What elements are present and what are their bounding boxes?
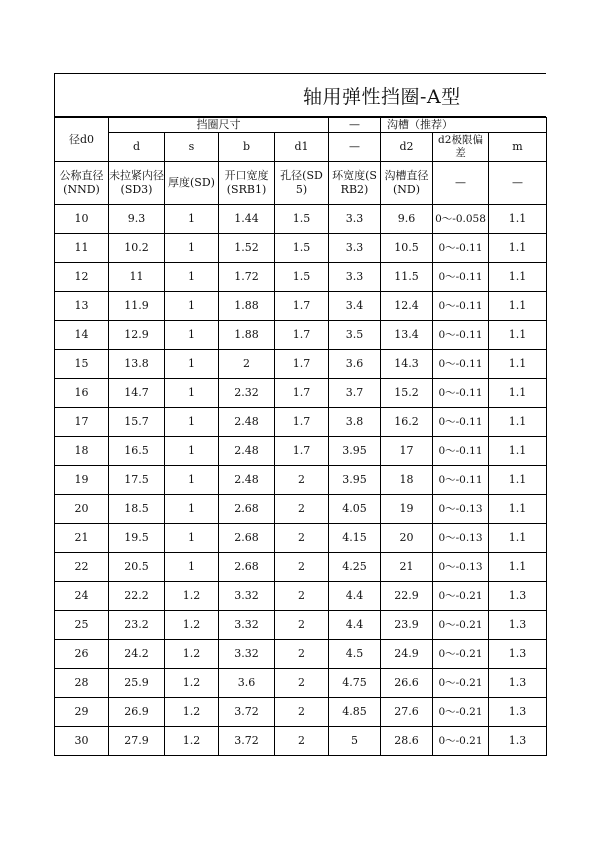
table-cell: 0～-0.21: [433, 698, 489, 727]
table-cell: 2: [275, 524, 329, 553]
table-cell: 9.6: [381, 205, 433, 234]
table-row: [55, 263, 547, 292]
page-title: 轴用弹性挡圈-A型: [303, 86, 461, 108]
table-cell: 22.2: [109, 582, 165, 611]
table-cell: 10.2: [109, 234, 165, 263]
table-cell: 0～-0.21: [433, 727, 489, 756]
table-row: [55, 553, 547, 582]
table-row: [55, 292, 547, 321]
table-cell: 3.3: [329, 263, 381, 292]
table-cell: 3.32: [219, 611, 275, 640]
table-cell: 2.48: [219, 466, 275, 495]
table-cell: 0～-0.21: [433, 582, 489, 611]
name-header: 厚度(SD): [165, 162, 219, 205]
table-cell: 5: [329, 727, 381, 756]
table-cell: 0～-0.11: [433, 292, 489, 321]
table-cell: 10.5: [381, 234, 433, 263]
symbol-header: s: [165, 133, 219, 162]
table-cell: 1: [165, 292, 219, 321]
symbol-header: d1: [275, 133, 329, 162]
table-cell: 2: [275, 640, 329, 669]
group-groove: 沟槽（推荐）: [381, 118, 547, 133]
symbol-header: d: [109, 133, 165, 162]
table-cell: 15: [55, 350, 109, 379]
table-cell: 30: [55, 727, 109, 756]
symbol-header: d2极限偏差: [433, 133, 489, 162]
table-cell: 2.68: [219, 553, 275, 582]
table-cell: 14.3: [381, 350, 433, 379]
table-cell: 0～-0.11: [433, 408, 489, 437]
name-header: 未拉紧内径(SD3): [109, 162, 165, 205]
table-cell: 28: [55, 669, 109, 698]
table-cell: 1: [165, 379, 219, 408]
table-cell: 1: [165, 553, 219, 582]
table-cell: 1.1: [489, 350, 547, 379]
symbol-header: b: [219, 133, 275, 162]
table-cell: 1: [165, 205, 219, 234]
table-cell: 15.7: [109, 408, 165, 437]
spreadsheet: [54, 73, 546, 756]
name-header: 环宽度(SRB2): [329, 162, 381, 205]
table-cell: 1.1: [489, 553, 547, 582]
table-cell: 1.1: [489, 466, 547, 495]
table-cell: 13: [55, 292, 109, 321]
table-cell: 1.3: [489, 582, 547, 611]
table-cell: 2: [219, 350, 275, 379]
table-cell: 25.9: [109, 669, 165, 698]
table-cell: 1.1: [489, 234, 547, 263]
table-row: [55, 640, 547, 669]
table-cell: 3.7: [329, 379, 381, 408]
table-row: [55, 669, 547, 698]
table-cell: 0～-0.21: [433, 611, 489, 640]
table-cell: 1: [165, 495, 219, 524]
table-cell: 28.6: [381, 727, 433, 756]
table-cell: 3.4: [329, 292, 381, 321]
table-cell: 11.5: [381, 263, 433, 292]
table-row: [55, 495, 547, 524]
name-header: 孔径(SD5): [275, 162, 329, 205]
table-cell: 19.5: [109, 524, 165, 553]
table-cell: 1.44: [219, 205, 275, 234]
table-cell: 1.3: [489, 669, 547, 698]
table-cell: 0～-0.11: [433, 321, 489, 350]
table-cell: 2.68: [219, 524, 275, 553]
table-cell: 0～-0.11: [433, 379, 489, 408]
table-cell: 24: [55, 582, 109, 611]
table-cell: 3.95: [329, 466, 381, 495]
table-cell: 1.3: [489, 727, 547, 756]
table-cell: 1.2: [165, 582, 219, 611]
table-cell: 9.3: [109, 205, 165, 234]
table-cell: 1.1: [489, 321, 547, 350]
table-cell: 26.6: [381, 669, 433, 698]
table-cell: 0～-0.11: [433, 466, 489, 495]
table-cell: 20: [55, 495, 109, 524]
table-cell: 19: [55, 466, 109, 495]
table-cell: 1: [165, 408, 219, 437]
table-row: [55, 205, 547, 234]
table-cell: 19: [381, 495, 433, 524]
table-cell: 1: [165, 524, 219, 553]
table-cell: 3.72: [219, 727, 275, 756]
table-cell: 4.75: [329, 669, 381, 698]
table-cell: 22.9: [381, 582, 433, 611]
table-row: [55, 582, 547, 611]
group-dash: —: [329, 118, 381, 133]
table-cell: 3.3: [329, 234, 381, 263]
symbol-header: d2: [381, 133, 433, 162]
table-cell: 11: [109, 263, 165, 292]
table-cell: 1.3: [489, 698, 547, 727]
table-row: [55, 611, 547, 640]
table-cell: 1.1: [489, 379, 547, 408]
symbol-header-row: [55, 133, 547, 162]
name-header-row: [55, 162, 547, 205]
table-cell: 1.52: [219, 234, 275, 263]
table-cell: 2: [275, 553, 329, 582]
table-row: [55, 408, 547, 437]
table-cell: 1.1: [489, 263, 547, 292]
table-cell: 14: [55, 321, 109, 350]
table-row: [55, 350, 547, 379]
table-cell: 1.3: [489, 640, 547, 669]
table-cell: 1.7: [275, 408, 329, 437]
table-cell: 4.15: [329, 524, 381, 553]
table-row: [55, 437, 547, 466]
table-row: [55, 727, 547, 756]
table-cell: 3.8: [329, 408, 381, 437]
table-cell: 0～-0.13: [433, 495, 489, 524]
table-cell: 0～-0.11: [433, 263, 489, 292]
table-cell: 1.2: [165, 611, 219, 640]
table-cell: 20.5: [109, 553, 165, 582]
table-cell: 11.9: [109, 292, 165, 321]
table-cell: 1.5: [275, 205, 329, 234]
table-cell: 12: [55, 263, 109, 292]
table-cell: 2.32: [219, 379, 275, 408]
table-cell: 2: [275, 698, 329, 727]
table-cell: 4.85: [329, 698, 381, 727]
table-cell: 1.2: [165, 727, 219, 756]
group-ring-size: 挡圈尺寸: [109, 118, 329, 133]
table-cell: 1.1: [489, 205, 547, 234]
table-cell: 13.4: [381, 321, 433, 350]
table-cell: 20: [381, 524, 433, 553]
table-cell: 18.5: [109, 495, 165, 524]
symbol-header: m: [489, 133, 547, 162]
table-cell: 23.9: [381, 611, 433, 640]
table-cell: 1: [165, 350, 219, 379]
group-header-row: [55, 118, 547, 133]
table-cell: 16.2: [381, 408, 433, 437]
table-row: [55, 321, 547, 350]
table-cell: 25: [55, 611, 109, 640]
table-cell: 1: [165, 321, 219, 350]
table-cell: 3.3: [329, 205, 381, 234]
table-cell: 1.7: [275, 321, 329, 350]
table-row: [55, 524, 547, 553]
table-cell: 1.2: [165, 698, 219, 727]
table-cell: 1: [165, 466, 219, 495]
table-row: [55, 234, 547, 263]
table-cell: 18: [55, 437, 109, 466]
table-row: [55, 379, 547, 408]
name-header: 开口宽度(SRB1): [219, 162, 275, 205]
dimension-table: [54, 117, 547, 756]
table-cell: 1.1: [489, 292, 547, 321]
table-cell: 3.32: [219, 582, 275, 611]
table-cell: 18: [381, 466, 433, 495]
table-cell: 1.2: [165, 669, 219, 698]
table-cell: 1.7: [275, 292, 329, 321]
table-cell: 3.6: [329, 350, 381, 379]
name-header: 公称直径(NND): [55, 162, 109, 205]
name-header: —: [489, 162, 547, 205]
table-cell: 3.95: [329, 437, 381, 466]
table-cell: 2.48: [219, 437, 275, 466]
table-cell: 27.6: [381, 698, 433, 727]
table-cell: 14.7: [109, 379, 165, 408]
table-cell: 1.88: [219, 292, 275, 321]
table-cell: 0～-0.21: [433, 669, 489, 698]
symbol-header: —: [329, 133, 381, 162]
table-cell: 4.05: [329, 495, 381, 524]
table-cell: 1.1: [489, 437, 547, 466]
table-cell: 1.3: [489, 611, 547, 640]
table-cell: 0～-0.13: [433, 553, 489, 582]
table-cell: 0～-0.11: [433, 350, 489, 379]
table-cell: 10: [55, 205, 109, 234]
table-cell: 1.5: [275, 234, 329, 263]
table-cell: 13.8: [109, 350, 165, 379]
table-cell: 16.5: [109, 437, 165, 466]
table-cell: 15.2: [381, 379, 433, 408]
table-cell: 21: [55, 524, 109, 553]
table-cell: 0～-0.21: [433, 640, 489, 669]
table-cell: 12.9: [109, 321, 165, 350]
table-cell: 2: [275, 727, 329, 756]
table-cell: 3.6: [219, 669, 275, 698]
table-cell: 1.5: [275, 263, 329, 292]
table-cell: 4.4: [329, 611, 381, 640]
table-cell: 0～-0.11: [433, 437, 489, 466]
table-cell: 17: [55, 408, 109, 437]
table-cell: 1.1: [489, 524, 547, 553]
table-cell: 1.7: [275, 379, 329, 408]
table-cell: 2: [275, 582, 329, 611]
table-cell: 2: [275, 466, 329, 495]
table-cell: 12.4: [381, 292, 433, 321]
table-cell: 24.2: [109, 640, 165, 669]
table-row: [55, 698, 547, 727]
table-cell: 4.5: [329, 640, 381, 669]
table-row: [55, 466, 547, 495]
table-cell: 16: [55, 379, 109, 408]
table-cell: 0～-0.13: [433, 524, 489, 553]
table-cell: 3.32: [219, 640, 275, 669]
table-cell: 4.25: [329, 553, 381, 582]
table-cell: 2: [275, 495, 329, 524]
table-cell: 27.9: [109, 727, 165, 756]
table-cell: 2: [275, 669, 329, 698]
table-cell: 1: [165, 263, 219, 292]
table-cell: 1.7: [275, 437, 329, 466]
title-row: [54, 73, 546, 117]
table-cell: 1.1: [489, 408, 547, 437]
table-cell: 1.2: [165, 640, 219, 669]
table-cell: 1: [165, 437, 219, 466]
table-cell: 11: [55, 234, 109, 263]
table-cell: 0～-0.11: [433, 234, 489, 263]
table-cell: 17.5: [109, 466, 165, 495]
name-header: —: [433, 162, 489, 205]
name-header: 沟槽直径(ND): [381, 162, 433, 205]
table-cell: 26: [55, 640, 109, 669]
table-cell: 3.5: [329, 321, 381, 350]
table-cell: 2.48: [219, 408, 275, 437]
table-cell: 29: [55, 698, 109, 727]
table-cell: 22: [55, 553, 109, 582]
table-cell: 21: [381, 553, 433, 582]
table-cell: 0～-0.058: [433, 205, 489, 234]
d0-header: 径d0: [55, 118, 109, 162]
table-cell: 4.4: [329, 582, 381, 611]
table-cell: 26.9: [109, 698, 165, 727]
table-cell: 2: [275, 611, 329, 640]
table-cell: 1: [165, 234, 219, 263]
table-cell: 17: [381, 437, 433, 466]
table-cell: 24.9: [381, 640, 433, 669]
table-cell: 3.72: [219, 698, 275, 727]
table-cell: 23.2: [109, 611, 165, 640]
table-cell: 2.68: [219, 495, 275, 524]
table-cell: 1.1: [489, 495, 547, 524]
table-cell: 1.88: [219, 321, 275, 350]
table-cell: 1.7: [275, 350, 329, 379]
table-cell: 1.72: [219, 263, 275, 292]
